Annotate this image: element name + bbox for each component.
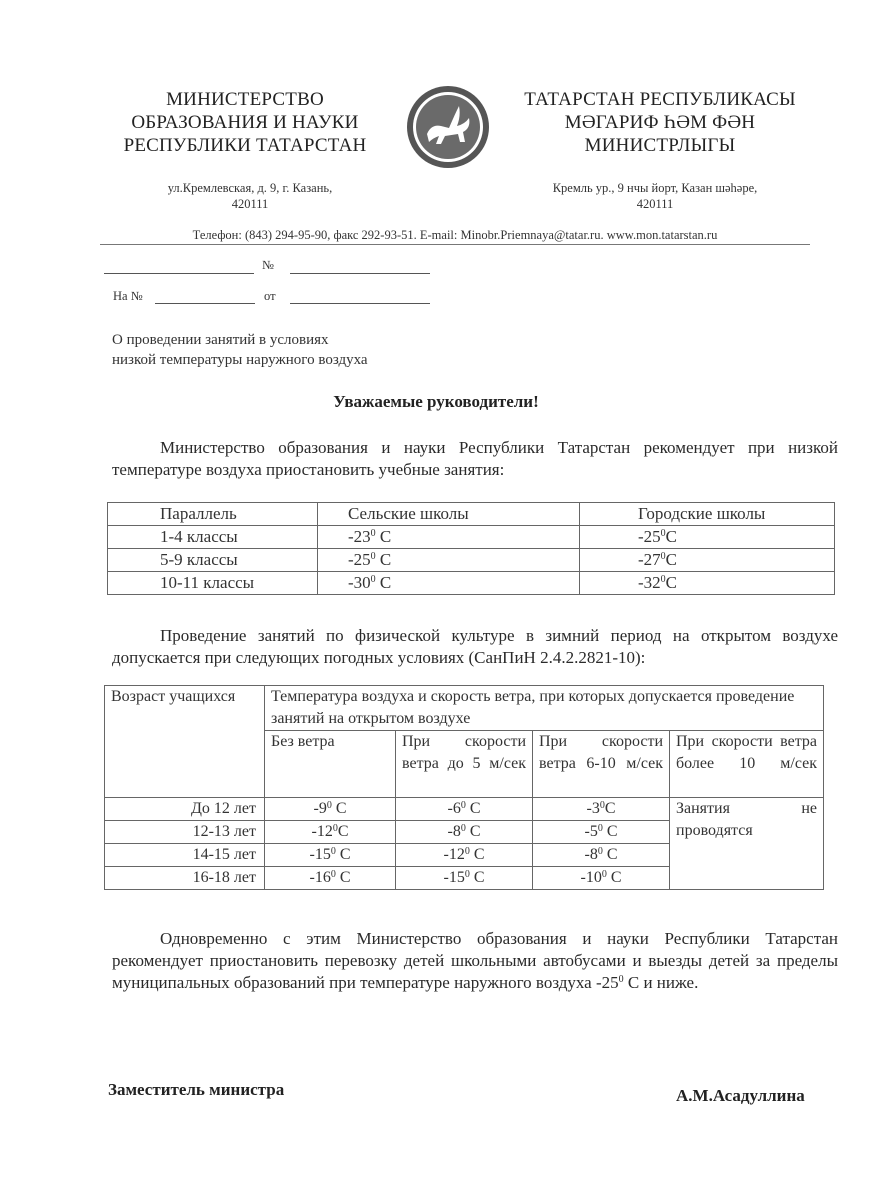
degree-mark: 0 — [601, 869, 607, 880]
temp-unit: C — [469, 800, 481, 817]
ministry-name-ru-line: ОБРАЗОВАНИЯ И НАУКИ — [131, 112, 359, 133]
grade-cell: 5-9 классы — [108, 549, 318, 572]
pe-conditions-table — [104, 685, 824, 890]
outgoing-number-field — [290, 273, 430, 274]
temp-unit: C — [339, 869, 351, 886]
grade-cell: 1-4 классы — [108, 526, 318, 549]
letter-subject — [112, 330, 368, 370]
column-header: Сельские школы — [318, 503, 580, 526]
subheader-wind-over-10: При скорости ветра более 10 м/сек — [670, 731, 824, 798]
degree-mark: 0 — [460, 823, 466, 834]
age-cell: 12-13 лет — [105, 821, 265, 844]
rural-temp-cell — [318, 549, 580, 572]
postcode: 420111 — [231, 197, 269, 211]
degree-mark: 0 — [332, 823, 338, 834]
age-cell: 16-18 лет — [105, 867, 265, 890]
rural-temp-cell — [318, 572, 580, 595]
ministry-name-ru-line: МИНИСТЕРСТВО — [166, 89, 324, 110]
degree-mark: 0 — [370, 528, 376, 539]
degree-mark: 0 — [330, 869, 336, 880]
degree-mark: 0 — [660, 574, 666, 585]
temp-unit: C — [379, 573, 392, 592]
table-row — [108, 526, 835, 549]
temp-unit: C — [665, 550, 678, 569]
tatarstan-coat-of-arms-icon — [405, 84, 491, 170]
temp-unit: C — [379, 550, 392, 569]
temp-unit: C — [606, 823, 618, 840]
temp-unit: C — [665, 573, 678, 592]
urban-temp-cell — [580, 549, 835, 572]
address-tt — [510, 180, 800, 212]
temp-value: -32 — [638, 573, 661, 592]
temp-unit: C — [337, 823, 349, 840]
temp-cell — [265, 798, 396, 821]
temp-value: -30 — [348, 573, 371, 592]
age-cell: До 12 лет — [105, 798, 265, 821]
degree-mark: 0 — [660, 551, 666, 562]
reply-date-field — [290, 303, 430, 304]
paragraph-transport — [112, 928, 838, 994]
paragraph-pe-text: Проведение занятий по физической культуре в зимний период на открытом воздухе допускается при следующих погодных условиях (СанПиН 2.4.2.2821-10): — [112, 626, 838, 667]
temp-value: -12 — [443, 846, 465, 863]
column-header: Городские школы — [580, 503, 835, 526]
temp-cell — [396, 844, 533, 867]
temp-value: -6 — [447, 800, 461, 817]
temp-unit: C — [379, 527, 392, 546]
paragraph-pe — [112, 625, 838, 669]
subheader-wind-6-10: При скорости ветра 6-10 м/сек — [533, 731, 670, 798]
temp-cell — [533, 821, 670, 844]
degree-mark: 0 — [460, 800, 466, 811]
paragraph-transport-end: С и ниже. — [623, 973, 699, 992]
ministry-name-tt-line: МИНИСТРЛЫГЫ — [584, 135, 736, 156]
subject-line: низкой температуры наружного воздуха — [112, 352, 368, 368]
grade-cell: 10-11 классы — [108, 572, 318, 595]
temp-value: -16 — [309, 869, 331, 886]
ministry-name-ru — [110, 88, 380, 157]
address-ru — [130, 180, 370, 212]
age-header: Возраст учащихся — [105, 686, 265, 798]
temp-unit: C — [335, 800, 347, 817]
degree-mark: 0 — [597, 846, 603, 857]
table-header-row — [105, 686, 824, 731]
outgoing-date-field — [104, 273, 254, 274]
temp-cell — [265, 844, 396, 867]
temp-value: -9 — [313, 800, 327, 817]
temp-value: -12 — [311, 823, 333, 840]
temp-cell — [533, 867, 670, 890]
degree-mark: 0 — [464, 846, 470, 857]
temp-unit: C — [604, 800, 616, 817]
reply-from-label: от — [264, 289, 276, 303]
subheader-no-wind: Без ветра — [265, 731, 396, 798]
degree-mark: 0 — [618, 974, 624, 985]
subject-line: О проведении занятий в условиях — [112, 332, 329, 348]
temp-unit: C — [469, 823, 481, 840]
temp-cell — [533, 798, 670, 821]
group-header: Температура воздуха и скорость ветра, при которых допускается проведение занятий на открытом воздухе — [265, 686, 824, 731]
degree-mark: 0 — [330, 846, 336, 857]
temp-value: -8 — [447, 823, 461, 840]
temp-value: -23 — [348, 527, 371, 546]
reply-number-field — [155, 303, 255, 304]
temp-unit: C — [473, 869, 485, 886]
degree-mark: 0 — [599, 800, 605, 811]
temp-value: -8 — [584, 846, 598, 863]
paragraph-transport-text: Одновременно с этим Министерство образования и науки Республики Татарстан рекомендует приостановить перевозку детей школьными автобусами и выезды детей за пределы муниципальных образований при температуре наружного воздуха -25 — [112, 929, 838, 992]
degree-mark: 0 — [370, 574, 376, 585]
greeting: Уважаемые руководители! — [333, 392, 539, 411]
paragraph-intro-text: Министерство образования и науки Республики Татарстан рекомендует при низкой температуре воздуха приостановить учебные занятия: — [112, 438, 838, 479]
ministry-name-tt-line: ТАТАРСТАН РЕСПУБЛИКАСЫ — [524, 89, 796, 110]
paragraph-intro — [112, 437, 838, 481]
degree-mark: 0 — [464, 869, 470, 880]
temp-unit: C — [610, 869, 622, 886]
address-line: Кремль ур., 9 нчы йорт, Казан шәһәре, — [552, 181, 758, 195]
temp-unit: C — [339, 846, 351, 863]
degree-mark: 0 — [326, 800, 332, 811]
reply-number-label: На № — [113, 289, 143, 303]
rural-temp-cell — [318, 526, 580, 549]
postcode: 420111 — [636, 197, 674, 211]
temp-value: -27 — [638, 550, 661, 569]
temp-unit: C — [665, 527, 678, 546]
ministry-name-ru-line: РЕСПУБЛИКИ ТАТАРСТАН — [123, 135, 367, 156]
address-line: ул.Кремлевская, д. 9, г. Казань, — [167, 181, 333, 195]
temp-value: -5 — [584, 823, 598, 840]
temp-cell — [533, 844, 670, 867]
temp-value: -3 — [586, 800, 600, 817]
table-row — [105, 798, 824, 821]
table-header-row — [108, 503, 835, 526]
temp-unit: C — [473, 846, 485, 863]
degree-mark: 0 — [370, 551, 376, 562]
number-label: № — [262, 258, 274, 272]
subheader-wind-upto-5: При скорости ветра до 5 м/сек — [396, 731, 533, 798]
signatory-position: Заместитель министра — [108, 1080, 285, 1099]
signatory-name: А.М.Асадуллина — [676, 1086, 805, 1105]
urban-temp-cell — [580, 526, 835, 549]
temp-cell — [265, 867, 396, 890]
temp-cell — [265, 821, 396, 844]
column-header: Параллель — [108, 503, 318, 526]
table-row — [108, 549, 835, 572]
temp-value: -25 — [348, 550, 371, 569]
urban-temp-cell — [580, 572, 835, 595]
school-temperature-table — [107, 502, 835, 595]
table-row — [108, 572, 835, 595]
age-cell: 14-15 лет — [105, 844, 265, 867]
degree-mark: 0 — [597, 823, 603, 834]
temp-cell — [396, 821, 533, 844]
ministry-name-tt-line: МӘГАРИФ ҺӘМ ФӘН — [564, 112, 756, 133]
temp-value: -15 — [309, 846, 331, 863]
temp-value: -25 — [638, 527, 661, 546]
contact-info: Телефон: (843) 294-95-90, факс 292-93-51. E-mail: Minobr.Priemnaya@tatar.ru. www.mon.tatarstan.ru — [100, 228, 810, 245]
temp-unit: C — [606, 846, 618, 863]
temp-cell — [396, 867, 533, 890]
degree-mark: 0 — [660, 528, 666, 539]
no-classes-note: Занятия не проводятся — [670, 798, 824, 890]
temp-value: -15 — [443, 869, 465, 886]
temp-value: -10 — [580, 869, 602, 886]
ministry-name-tt — [505, 88, 815, 157]
temp-cell — [396, 798, 533, 821]
